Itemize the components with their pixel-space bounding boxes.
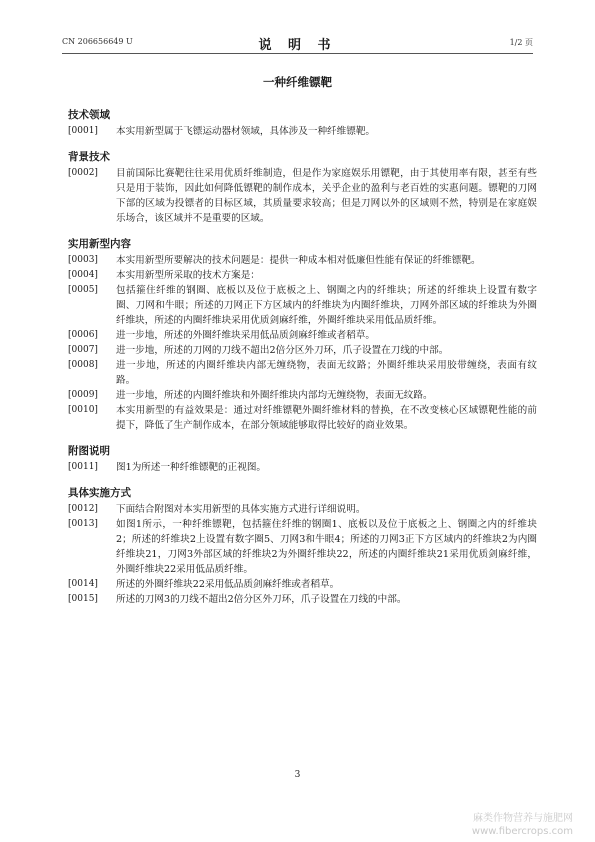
paragraph	[68, 166, 537, 226]
paragraph-text: 所述的外圈纤维块22采用低品质剑麻纤维或者稻草。	[116, 579, 340, 590]
paragraph-text: 进一步地，所述的内圈纤维块内部无缠绕物，表面无纹路；外圈纤维块采用胶带缠绕，表面有纹路。	[116, 360, 537, 386]
paragraph-number: [0002]	[68, 168, 98, 178]
paragraph	[68, 268, 537, 283]
paragraph-number: [0010]	[68, 405, 98, 415]
paragraph	[68, 343, 537, 358]
paragraph	[68, 283, 537, 328]
section-heading: 实用新型内容	[68, 238, 131, 250]
paragraph-text: 进一步地，所述的刀网的刀线不超出2倍分区外刀环，爪子设置在刀线的中部。	[116, 345, 449, 356]
document-body	[68, 108, 537, 607]
paragraph-number: [0011]	[68, 462, 98, 472]
paragraph	[68, 517, 537, 577]
paragraph-text: 进一步地，所述的外圈纤维块采用低品质剑麻纤维或者稻草。	[116, 330, 376, 341]
paragraph-text: 所述的刀网3的刀线不超出2倍分区外刀环，爪子设置在刀线的中部。	[116, 594, 407, 605]
section-heading: 具体实施方式	[68, 487, 131, 499]
paragraph-text: 本实用新型所要解决的技术问题是：提供一种成本相对低廉但性能有保证的纤维镖靶。	[116, 255, 481, 266]
paragraph-text: 下面结合附图对本实用新型的具体实施方式进行详细说明。	[116, 504, 366, 515]
paragraph-number: [0003]	[68, 255, 98, 265]
watermark-name: 麻类作物营养与施肥网	[473, 813, 573, 824]
paragraph-number: [0013]	[68, 519, 98, 529]
paragraph-number: [0012]	[68, 504, 98, 514]
paragraph-number: [0014]	[68, 579, 98, 589]
paragraph-text: 本实用新型的有益效果是：通过对纤维镖靶外圈纤维材料的替换，在不改变核心区域镖靶性能的前提下，降低了生产制作成本，在部分领域能够取得比较好的商业效果。	[116, 405, 537, 431]
paragraph-text: 目前国际比赛靶往往采用优质纤维制造，但是作为家庭娱乐用镖靶，由于其使用率有限，甚至有些只是用于装饰，因此如何降低镖靶的制作成本，关乎企业的盈利与老百姓的实惠问题。镖靶的刀网下部的区域为投镖者的目标区域，其质量要求较高；但是刀网以外的区域则不然，特别是在家庭娱乐场合，该区域并不是重要的区域。	[116, 168, 537, 224]
watermark-url: www.fibercrops.com	[471, 826, 573, 837]
document-title: 一种纤维镖靶	[263, 75, 332, 89]
section-heading: 技术领域	[68, 109, 110, 121]
paragraph-text: 包括箍住纤维的钢圈、底板以及位于底板之上、钢圈之内的纤维块；所述的纤维块上设置有数字圈、刀网和牛眼；所述的刀网正下方区域内的纤维块为内圈纤维块，刀网外部区域的纤维块为外圈纤维块，所述的内圈纤维块采用优质剑麻纤维，外圈纤维块采用低品质纤维。	[116, 285, 537, 326]
paragraph	[68, 388, 537, 403]
document-type: 说 明 书	[258, 38, 337, 53]
paragraph	[68, 403, 537, 433]
patent-number: CN 206656649 U	[62, 37, 133, 46]
page-indicator: 1/2 页	[509, 38, 533, 47]
paragraph	[68, 253, 537, 268]
paragraph	[68, 502, 537, 517]
paragraph-number: [0015]	[68, 594, 98, 604]
paragraph-number: [0001]	[68, 126, 98, 136]
paragraph-text: 本实用新型所采取的技术方案是：	[116, 270, 260, 281]
paragraph-text: 进一步地，所述的内圈纤维块和外圈纤维块内部均无缠绕物，表面无纹路。	[116, 390, 433, 401]
paragraph-text: 本实用新型属于飞镖运动器材领域，具体涉及一种纤维镖靶。	[116, 126, 376, 137]
paragraph-number: [0004]	[68, 270, 98, 280]
paragraph-text: 图1为所述一种纤维镖靶的正视图。	[116, 462, 267, 473]
page-header	[62, 34, 533, 53]
paragraph-number: [0005]	[68, 285, 98, 295]
paragraph	[68, 124, 537, 139]
section-heading: 背景技术	[68, 151, 110, 163]
paragraph-number: [0009]	[68, 390, 98, 400]
section-heading: 附图说明	[68, 445, 110, 457]
paragraph	[68, 358, 537, 388]
paragraph	[68, 328, 537, 343]
header-divider	[62, 53, 533, 54]
paragraph	[68, 592, 537, 607]
page-number: 3	[294, 770, 301, 780]
site-watermark	[472, 812, 573, 838]
paragraph-number: [0008]	[68, 360, 98, 370]
paragraph	[68, 460, 537, 475]
paragraph-number: [0006]	[68, 330, 98, 340]
paragraph	[68, 577, 537, 592]
paragraph-number: [0007]	[68, 345, 98, 355]
paragraph-text: 如图1所示，一种纤维镖靶，包括箍住纤维的钢圈1、底板以及位于底板之上、钢圈之内的纤维块2；所述的纤维块2上设置有数字圈5、刀网3和牛眼4；所述的刀网3正下方区域内的纤维块2为内圈纤维块21，刀网3外部区域的纤维块2为外圈纤维块22，所述的内圈纤维块21采用优质剑麻纤维，外圈纤维块22采用低品质纤维。	[116, 519, 537, 575]
